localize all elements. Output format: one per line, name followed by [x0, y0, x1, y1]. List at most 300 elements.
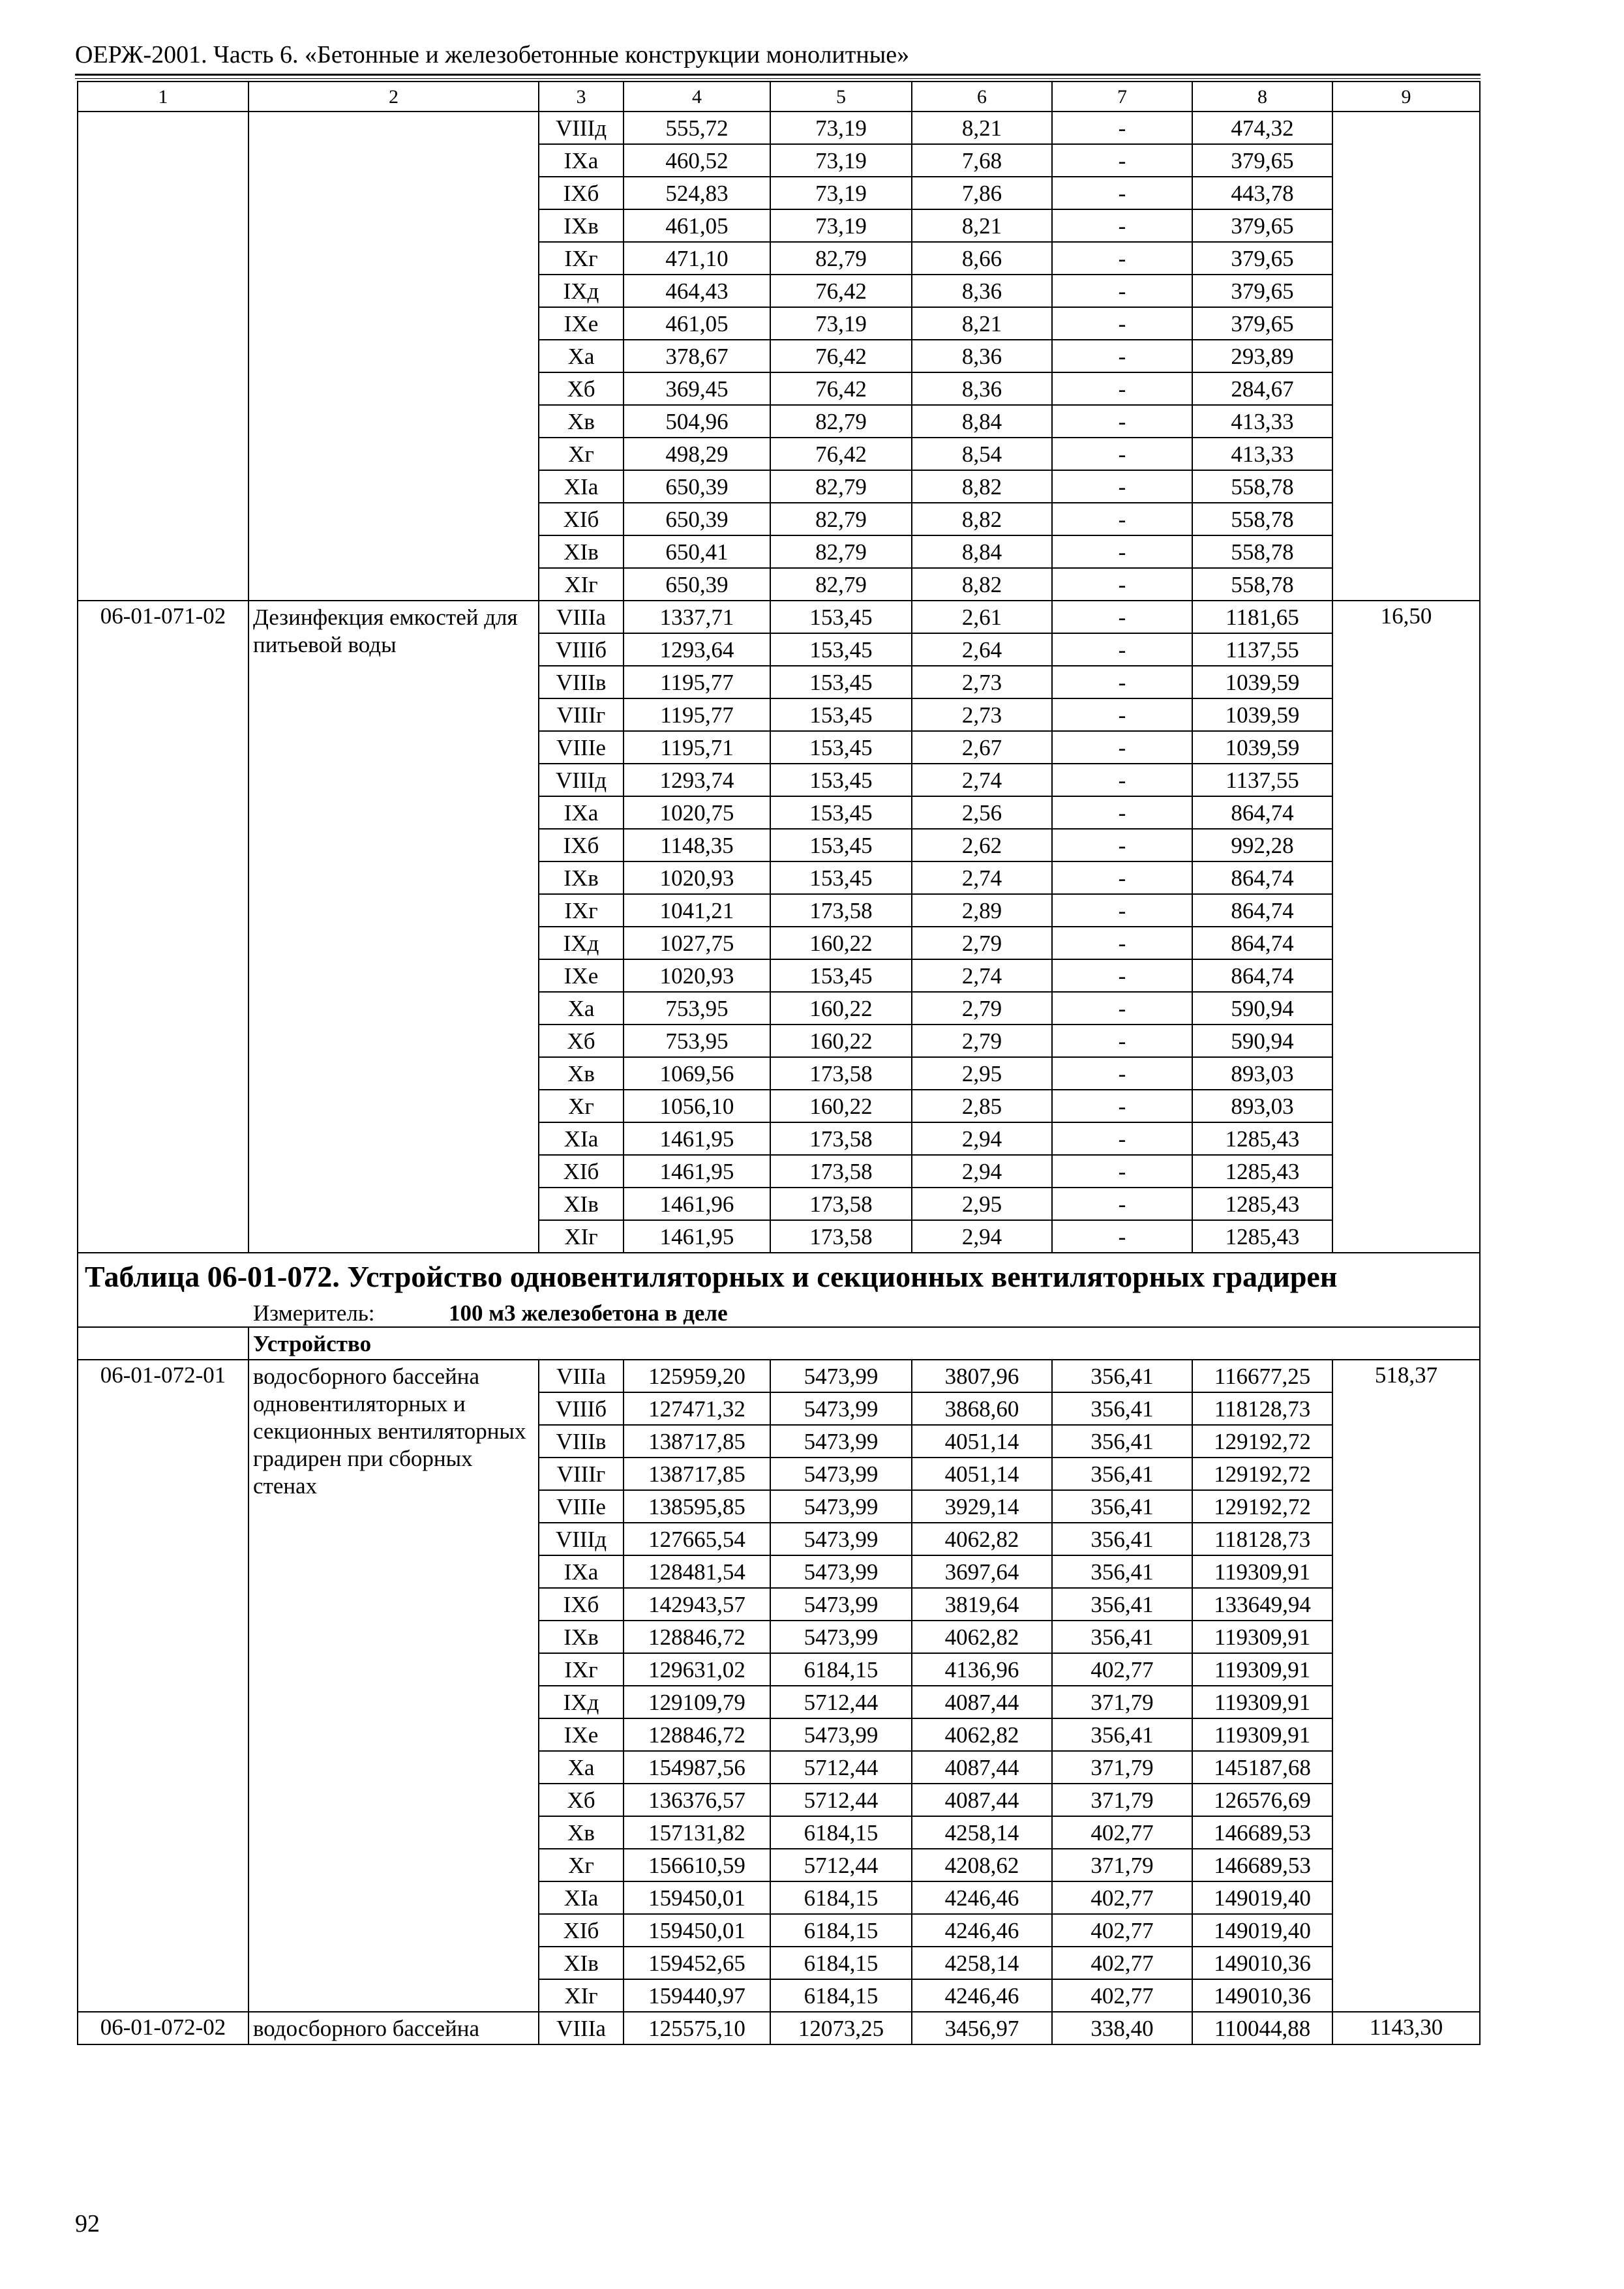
labor-cost-cell: 5473,99: [770, 1360, 912, 1392]
direct-cost-cell: 159450,01: [624, 1881, 770, 1914]
machine-cost-cell: 4258,14: [912, 1816, 1052, 1849]
materials-cost-cell: 1285,43: [1192, 1155, 1332, 1188]
materials-cost-cell: 1039,59: [1192, 698, 1332, 731]
materials-cost-cell: 1137,55: [1192, 633, 1332, 666]
materials-cost-cell: 129192,72: [1192, 1458, 1332, 1490]
materials-cost-cell: 133649,94: [1192, 1588, 1332, 1621]
direct-cost-cell: 157131,82: [624, 1816, 770, 1849]
materials-cost-cell: 1039,59: [1192, 666, 1332, 698]
machine-cost-cell: 2,94: [912, 1155, 1052, 1188]
materials-cost-cell: 129192,72: [1192, 1425, 1332, 1458]
operator-wage-cell: 356,41: [1052, 1360, 1192, 1392]
labor-cost-cell: 153,45: [770, 633, 912, 666]
zone-cell: VIIIд: [539, 764, 624, 796]
zone-cell: VIIIб: [539, 633, 624, 666]
labor-cost-cell: 160,22: [770, 1025, 912, 1057]
direct-cost-cell: 127665,54: [624, 1523, 770, 1555]
zone-cell: Xв: [539, 1057, 624, 1090]
measure-label: Измеритель:: [253, 1300, 375, 1326]
machine-cost-cell: 3807,96: [912, 1360, 1052, 1392]
materials-cost-cell: 590,94: [1192, 1025, 1332, 1057]
direct-cost-cell: 464,43: [624, 275, 770, 307]
materials-cost-cell: 149010,36: [1192, 1979, 1332, 2012]
labor-cost-cell: 76,42: [770, 438, 912, 470]
machine-cost-cell: 2,94: [912, 1220, 1052, 1253]
zone-cell: VIIIв: [539, 1425, 624, 1458]
zone-cell: XIв: [539, 535, 624, 568]
operator-wage-cell: -: [1052, 633, 1192, 666]
direct-cost-cell: 1461,95: [624, 1122, 770, 1155]
materials-cost-cell: 864,74: [1192, 861, 1332, 894]
machine-cost-cell: 4246,46: [912, 1881, 1052, 1914]
labor-cost-cell: 173,58: [770, 1220, 912, 1253]
materials-cost-cell: 864,74: [1192, 927, 1332, 959]
operator-wage-cell: -: [1052, 307, 1192, 340]
operator-wage-cell: 338,40: [1052, 2012, 1192, 2044]
labor-cost-cell: 5473,99: [770, 1425, 912, 1458]
materials-cost-cell: 558,78: [1192, 503, 1332, 535]
zone-cell: VIIIа: [539, 2012, 624, 2044]
labor-cost-cell: 5712,44: [770, 1751, 912, 1784]
machine-cost-cell: 4062,82: [912, 1523, 1052, 1555]
labor-cost-cell: 6184,15: [770, 1947, 912, 1979]
direct-cost-cell: 471,10: [624, 242, 770, 275]
operator-wage-cell: -: [1052, 927, 1192, 959]
operator-wage-cell: 402,77: [1052, 1979, 1192, 2012]
machine-cost-cell: 4087,44: [912, 1784, 1052, 1816]
labor-cost-cell: 5712,44: [770, 1849, 912, 1881]
table-body: [78, 82, 1480, 2044]
materials-cost-cell: 126576,69: [1192, 1784, 1332, 1816]
machine-cost-cell: 4246,46: [912, 1914, 1052, 1947]
operator-wage-cell: 356,41: [1052, 1588, 1192, 1621]
machine-cost-cell: 8,54: [912, 438, 1052, 470]
labor-hours: 518,37: [1332, 1360, 1480, 2012]
zone-cell: IXв: [539, 209, 624, 242]
machine-cost-cell: 2,74: [912, 764, 1052, 796]
zone-cell: XIг: [539, 568, 624, 601]
zone-cell: VIIIг: [539, 1458, 624, 1490]
direct-cost-cell: 1195,71: [624, 731, 770, 764]
direct-cost-cell: 650,39: [624, 470, 770, 503]
direct-cost-cell: 1041,21: [624, 894, 770, 927]
labor-cost-cell: 73,19: [770, 307, 912, 340]
operator-wage-cell: -: [1052, 112, 1192, 144]
machine-cost-cell: 8,84: [912, 405, 1052, 438]
labor-cost-cell: 82,79: [770, 405, 912, 438]
operator-wage-cell: -: [1052, 209, 1192, 242]
zone-cell: Xа: [539, 1751, 624, 1784]
direct-cost-cell: 1461,95: [624, 1155, 770, 1188]
machine-cost-cell: 8,36: [912, 275, 1052, 307]
operator-wage-cell: 356,41: [1052, 1523, 1192, 1555]
zone-cell: VIIIб: [539, 1392, 624, 1425]
operator-wage-cell: 402,77: [1052, 1653, 1192, 1686]
zone-cell: Xв: [539, 405, 624, 438]
machine-cost-cell: 2,74: [912, 861, 1052, 894]
column-number-cell: 1: [78, 82, 248, 112]
direct-cost-cell: 159450,01: [624, 1914, 770, 1947]
machine-cost-cell: 3819,64: [912, 1588, 1052, 1621]
labor-cost-cell: 5473,99: [770, 1490, 912, 1523]
direct-cost-cell: 1293,64: [624, 633, 770, 666]
materials-cost-cell: 1039,59: [1192, 731, 1332, 764]
materials-cost-cell: 379,65: [1192, 242, 1332, 275]
materials-cost-cell: 1285,43: [1192, 1188, 1332, 1220]
labor-cost-cell: 160,22: [770, 1090, 912, 1122]
zone-cell: XIа: [539, 1881, 624, 1914]
direct-cost-cell: 1020,93: [624, 959, 770, 992]
price-table: [77, 81, 1481, 2045]
labor-cost-cell: 5473,99: [770, 1621, 912, 1653]
operator-wage-cell: -: [1052, 1057, 1192, 1090]
materials-cost-cell: 119309,91: [1192, 1718, 1332, 1751]
machine-cost-cell: 8,36: [912, 372, 1052, 405]
column-number-cell: 3: [539, 82, 624, 112]
materials-cost-cell: 119309,91: [1192, 1621, 1332, 1653]
materials-cost-cell: 145187,68: [1192, 1751, 1332, 1784]
labor-cost-cell: 173,58: [770, 1122, 912, 1155]
machine-cost-cell: 4136,96: [912, 1653, 1052, 1686]
labor-cost-cell: 6184,15: [770, 1653, 912, 1686]
operator-wage-cell: 356,41: [1052, 1458, 1192, 1490]
table-row: [78, 601, 1480, 633]
zone-cell: XIб: [539, 1155, 624, 1188]
direct-cost-cell: 753,95: [624, 1025, 770, 1057]
zone-cell: XIв: [539, 1188, 624, 1220]
zone-cell: Xб: [539, 1784, 624, 1816]
direct-cost-cell: 555,72: [624, 112, 770, 144]
materials-cost-cell: 110044,88: [1192, 2012, 1332, 2044]
direct-cost-cell: 125575,10: [624, 2012, 770, 2044]
direct-cost-cell: 129109,79: [624, 1686, 770, 1718]
materials-cost-cell: 558,78: [1192, 470, 1332, 503]
operator-wage-cell: -: [1052, 666, 1192, 698]
materials-cost-cell: 379,65: [1192, 144, 1332, 177]
machine-cost-cell: 7,68: [912, 144, 1052, 177]
direct-cost-cell: 142943,57: [624, 1588, 770, 1621]
direct-cost-cell: 125959,20: [624, 1360, 770, 1392]
table-title-row: [78, 1253, 1480, 1300]
table-row: [78, 112, 1480, 144]
zone-cell: XIб: [539, 1914, 624, 1947]
operator-wage-cell: 356,41: [1052, 1718, 1192, 1751]
direct-cost-cell: 129631,02: [624, 1653, 770, 1686]
zone-cell: IXв: [539, 1621, 624, 1653]
materials-cost-cell: 119309,91: [1192, 1555, 1332, 1588]
direct-cost-cell: 159440,97: [624, 1979, 770, 2012]
zone-cell: IXд: [539, 1686, 624, 1718]
direct-cost-cell: 156610,59: [624, 1849, 770, 1881]
labor-cost-cell: 153,45: [770, 666, 912, 698]
machine-cost-cell: 8,82: [912, 568, 1052, 601]
operator-wage-cell: -: [1052, 959, 1192, 992]
table-title: Таблица 06-01-072. Устройство одновентиляторных и секционных вентиляторных градирен: [78, 1253, 1480, 1300]
machine-cost-cell: 8,66: [912, 242, 1052, 275]
operator-wage-cell: -: [1052, 731, 1192, 764]
operator-wage-cell: -: [1052, 698, 1192, 731]
machine-cost-cell: 3697,64: [912, 1555, 1052, 1588]
direct-cost-cell: 1461,96: [624, 1188, 770, 1220]
operator-wage-cell: -: [1052, 177, 1192, 209]
column-number-cell: 9: [1332, 82, 1480, 112]
labor-cost-cell: 153,45: [770, 698, 912, 731]
direct-cost-cell: 159452,65: [624, 1947, 770, 1979]
labor-cost-cell: 160,22: [770, 992, 912, 1025]
labor-cost-cell: 73,19: [770, 112, 912, 144]
operator-wage-cell: -: [1052, 1188, 1192, 1220]
labor-cost-cell: 173,58: [770, 1057, 912, 1090]
zone-cell: IXг: [539, 894, 624, 927]
labor-cost-cell: 82,79: [770, 470, 912, 503]
materials-cost-cell: 119309,91: [1192, 1686, 1332, 1718]
direct-cost-cell: 138717,85: [624, 1425, 770, 1458]
measure-row: [78, 1300, 1480, 1327]
materials-cost-cell: 413,33: [1192, 405, 1332, 438]
machine-cost-cell: 2,79: [912, 927, 1052, 959]
operator-wage-cell: 356,41: [1052, 1425, 1192, 1458]
zone-cell: VIIIд: [539, 1523, 624, 1555]
header-rule-thin: [75, 78, 1481, 79]
machine-cost-cell: 2,95: [912, 1057, 1052, 1090]
zone-cell: XIа: [539, 1122, 624, 1155]
operator-wage-cell: 402,77: [1052, 1881, 1192, 1914]
direct-cost-cell: 369,45: [624, 372, 770, 405]
operator-wage-cell: -: [1052, 1090, 1192, 1122]
zone-cell: XIа: [539, 470, 624, 503]
materials-cost-cell: 129192,72: [1192, 1490, 1332, 1523]
zone-cell: IXг: [539, 242, 624, 275]
materials-cost-cell: 146689,53: [1192, 1816, 1332, 1849]
zone-cell: IXд: [539, 927, 624, 959]
operator-wage-cell: -: [1052, 242, 1192, 275]
materials-cost-cell: 118128,73: [1192, 1523, 1332, 1555]
direct-cost-cell: 378,67: [624, 340, 770, 372]
labor-cost-cell: 6184,15: [770, 1881, 912, 1914]
machine-cost-cell: 2,61: [912, 601, 1052, 633]
labor-cost-cell: 153,45: [770, 731, 912, 764]
zone-cell: IXе: [539, 307, 624, 340]
operator-wage-cell: -: [1052, 1155, 1192, 1188]
machine-cost-cell: 2,95: [912, 1188, 1052, 1220]
direct-cost-cell: 1461,95: [624, 1220, 770, 1253]
column-number-cell: 5: [770, 82, 912, 112]
materials-cost-cell: 146689,53: [1192, 1849, 1332, 1881]
zone-cell: Xг: [539, 1849, 624, 1881]
materials-cost-cell: 864,74: [1192, 894, 1332, 927]
labor-cost-cell: 5473,99: [770, 1392, 912, 1425]
materials-cost-cell: 118128,73: [1192, 1392, 1332, 1425]
machine-cost-cell: 8,82: [912, 503, 1052, 535]
direct-cost-cell: 460,52: [624, 144, 770, 177]
operator-wage-cell: -: [1052, 861, 1192, 894]
direct-cost-cell: 1195,77: [624, 698, 770, 731]
zone-cell: VIIIд: [539, 112, 624, 144]
materials-cost-cell: 379,65: [1192, 307, 1332, 340]
operator-wage-cell: -: [1052, 1122, 1192, 1155]
labor-cost-cell: 73,19: [770, 177, 912, 209]
machine-cost-cell: 8,21: [912, 112, 1052, 144]
direct-cost-cell: 1020,93: [624, 861, 770, 894]
zone-cell: XIб: [539, 503, 624, 535]
work-name: Дезинфекция емкостей для питьевой воды: [248, 601, 539, 1253]
labor-cost-cell: 82,79: [770, 242, 912, 275]
operator-wage-cell: 356,41: [1052, 1392, 1192, 1425]
machine-cost-cell: 8,82: [912, 470, 1052, 503]
materials-cost-cell: 1285,43: [1192, 1122, 1332, 1155]
machine-cost-cell: 2,89: [912, 894, 1052, 927]
zone-cell: IXа: [539, 796, 624, 829]
machine-cost-cell: 2,62: [912, 829, 1052, 861]
machine-cost-cell: 8,21: [912, 209, 1052, 242]
direct-cost-cell: 1020,75: [624, 796, 770, 829]
machine-cost-cell: 4258,14: [912, 1947, 1052, 1979]
machine-cost-cell: 2,85: [912, 1090, 1052, 1122]
machine-cost-cell: 3868,60: [912, 1392, 1052, 1425]
zone-cell: IXб: [539, 1588, 624, 1621]
machine-cost-cell: 2,67: [912, 731, 1052, 764]
labor-cost-cell: 76,42: [770, 372, 912, 405]
direct-cost-cell: 524,83: [624, 177, 770, 209]
zone-cell: VIIIе: [539, 731, 624, 764]
materials-cost-cell: 443,78: [1192, 177, 1332, 209]
zone-cell: IXа: [539, 144, 624, 177]
column-number-cell: 8: [1192, 82, 1332, 112]
header-rule-thick: [75, 74, 1481, 76]
operator-wage-cell: 371,79: [1052, 1784, 1192, 1816]
operator-wage-cell: -: [1052, 829, 1192, 861]
materials-cost-cell: 149019,40: [1192, 1914, 1332, 1947]
machine-cost-cell: 8,84: [912, 535, 1052, 568]
zone-cell: XIг: [539, 1979, 624, 2012]
machine-cost-cell: 4051,14: [912, 1458, 1052, 1490]
machine-cost-cell: 2,79: [912, 992, 1052, 1025]
machine-cost-cell: 2,73: [912, 698, 1052, 731]
materials-cost-cell: 379,65: [1192, 209, 1332, 242]
machine-cost-cell: 4208,62: [912, 1849, 1052, 1881]
materials-cost-cell: 893,03: [1192, 1057, 1332, 1090]
table-row: [78, 1360, 1480, 1392]
materials-cost-cell: 284,67: [1192, 372, 1332, 405]
machine-cost-cell: 3929,14: [912, 1490, 1052, 1523]
labor-cost-cell: 5473,99: [770, 1555, 912, 1588]
machine-cost-cell: 2,73: [912, 666, 1052, 698]
zone-cell: IXа: [539, 1555, 624, 1588]
direct-cost-cell: 128846,72: [624, 1621, 770, 1653]
zone-cell: XIг: [539, 1220, 624, 1253]
zone-cell: Xб: [539, 372, 624, 405]
table-row: [78, 2012, 1480, 2044]
zone-cell: IXв: [539, 861, 624, 894]
zone-cell: Xг: [539, 1090, 624, 1122]
subheading-row: [78, 1327, 1480, 1360]
machine-cost-cell: 4087,44: [912, 1751, 1052, 1784]
labor-cost-cell: 153,45: [770, 829, 912, 861]
labor-cost-cell: 153,45: [770, 959, 912, 992]
labor-cost-cell: 173,58: [770, 1188, 912, 1220]
operator-wage-cell: -: [1052, 894, 1192, 927]
labor-cost-cell: 173,58: [770, 894, 912, 927]
labor-cost-cell: 5712,44: [770, 1686, 912, 1718]
labor-cost-cell: 5473,99: [770, 1588, 912, 1621]
rate-code: 06-01-072-02: [78, 2012, 248, 2044]
labor-cost-cell: 5473,99: [770, 1458, 912, 1490]
materials-cost-cell: 413,33: [1192, 438, 1332, 470]
labor-cost-cell: 153,45: [770, 796, 912, 829]
direct-cost-cell: 128846,72: [624, 1718, 770, 1751]
machine-cost-cell: 4051,14: [912, 1425, 1052, 1458]
materials-cost-cell: 864,74: [1192, 796, 1332, 829]
operator-wage-cell: -: [1052, 275, 1192, 307]
labor-cost-cell: 73,19: [770, 209, 912, 242]
direct-cost-cell: 1337,71: [624, 601, 770, 633]
machine-cost-cell: 7,86: [912, 177, 1052, 209]
operator-wage-cell: -: [1052, 470, 1192, 503]
direct-cost-cell: 1069,56: [624, 1057, 770, 1090]
column-number-row: [78, 82, 1480, 112]
zone-cell: Xа: [539, 340, 624, 372]
labor-cost-cell: 160,22: [770, 927, 912, 959]
zone-cell: Xб: [539, 1025, 624, 1057]
subheading: Устройство: [248, 1327, 1480, 1360]
machine-cost-cell: 4062,82: [912, 1621, 1052, 1653]
materials-cost-cell: 119309,91: [1192, 1653, 1332, 1686]
materials-cost-cell: 1181,65: [1192, 601, 1332, 633]
direct-cost-cell: 461,05: [624, 209, 770, 242]
labor-cost-cell: 82,79: [770, 535, 912, 568]
column-number-cell: 7: [1052, 82, 1192, 112]
zone-cell: IXе: [539, 959, 624, 992]
labor-cost-cell: 6184,15: [770, 1914, 912, 1947]
direct-cost-cell: 650,39: [624, 503, 770, 535]
operator-wage-cell: 402,77: [1052, 1947, 1192, 1979]
labor-cost-cell: 12073,25: [770, 2012, 912, 2044]
operator-wage-cell: -: [1052, 992, 1192, 1025]
zone-cell: VIIIа: [539, 1360, 624, 1392]
operator-wage-cell: -: [1052, 568, 1192, 601]
machine-cost-cell: 4087,44: [912, 1686, 1052, 1718]
operator-wage-cell: -: [1052, 372, 1192, 405]
direct-cost-cell: 1148,35: [624, 829, 770, 861]
operator-wage-cell: -: [1052, 438, 1192, 470]
materials-cost-cell: 1285,43: [1192, 1220, 1332, 1253]
operator-wage-cell: 356,41: [1052, 1490, 1192, 1523]
operator-wage-cell: 356,41: [1052, 1621, 1192, 1653]
operator-wage-cell: 402,77: [1052, 1914, 1192, 1947]
labor-cost-cell: 153,45: [770, 764, 912, 796]
page-number: 92: [75, 2210, 100, 2237]
zone-cell: VIIIе: [539, 1490, 624, 1523]
rate-code: [78, 112, 248, 601]
materials-cost-cell: 558,78: [1192, 535, 1332, 568]
machine-cost-cell: 2,94: [912, 1122, 1052, 1155]
direct-cost-cell: 127471,32: [624, 1392, 770, 1425]
labor-cost-cell: 76,42: [770, 275, 912, 307]
materials-cost-cell: 474,32: [1192, 112, 1332, 144]
work-name: водосборного бассейна: [248, 2012, 539, 2044]
direct-cost-cell: 128481,54: [624, 1555, 770, 1588]
zone-cell: Xа: [539, 992, 624, 1025]
rate-code: 06-01-072-01: [78, 1360, 248, 2012]
direct-cost-cell: 650,39: [624, 568, 770, 601]
zone-cell: Xв: [539, 1816, 624, 1849]
direct-cost-cell: 498,29: [624, 438, 770, 470]
labor-cost-cell: 82,79: [770, 503, 912, 535]
operator-wage-cell: -: [1052, 535, 1192, 568]
materials-cost-cell: 558,78: [1192, 568, 1332, 601]
direct-cost-cell: 1056,10: [624, 1090, 770, 1122]
labor-cost-cell: 6184,15: [770, 1979, 912, 2012]
